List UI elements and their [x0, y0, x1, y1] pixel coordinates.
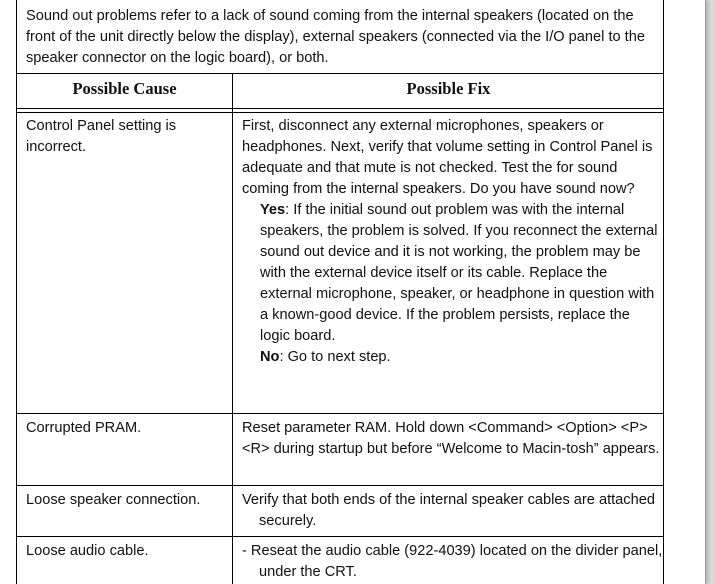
row-2-bottom-rule	[17, 485, 663, 486]
header-possible-fix: Possible Fix	[406, 79, 491, 98]
row-1-fix-intro: First, disconnect any external microphones, speakers or headphones. Next, verify that volume setting in Control Panel is adequate and that mute is not checked. Test the for sound coming from the internal speakers. Do you have sound now?	[242, 118, 653, 197]
no-text: : Go to next step.	[279, 349, 391, 365]
row-4-fix: - Reseat the audio cable (922-4039) located on the divider panel, under the CRT.	[242, 543, 663, 580]
row-1-bottom-rule	[17, 413, 663, 414]
row-1-no-branch	[242, 347, 660, 368]
row-2-fix: Reset parameter RAM. Hold down <Command> <Option> <P> <R> during startup but before “Welcome to Macin-tosh” appears.	[242, 420, 660, 457]
yes-label: Yes	[260, 202, 286, 218]
troubleshooting-table	[16, 0, 664, 584]
row-3-fix: Verify that both ends of the internal speaker cables are attached securely.	[242, 492, 655, 529]
no-label: No	[260, 349, 280, 365]
header-rule-2	[17, 112, 663, 113]
row-1-cause: Control Panel setting is incorrect.	[26, 118, 177, 155]
row-3-bottom-rule	[17, 536, 663, 537]
table-top-rule	[17, 73, 663, 74]
row-3-cause: Loose speaker connection.	[26, 492, 201, 508]
row-2-cause: Corrupted PRAM.	[26, 420, 142, 436]
yes-text: : If the initial sound out problem was with the internal speakers, the problem is solved. If you reconnect the external sound out device and it is not working, the problem may be with the external device itself or its cable. Replace the external microphone, speaker, or headphone in question with a known-good device. If the problem persists, replace the logic board.	[260, 202, 658, 344]
row-4-cause: Loose audio cable.	[26, 543, 149, 559]
header-possible-cause: Possible Cause	[72, 79, 177, 98]
intro-paragraph: Sound out problems refer to a lack of sound coming from the internal speakers (located on the front of the unit directly below the display), external speakers (connected via the I/O panel to the speaker connector on the logic board), or both.	[26, 8, 645, 66]
row-1-fix	[242, 116, 660, 368]
row-1-yes-branch	[242, 200, 660, 347]
column-divider	[232, 73, 233, 584]
header-rule-1	[17, 108, 663, 109]
